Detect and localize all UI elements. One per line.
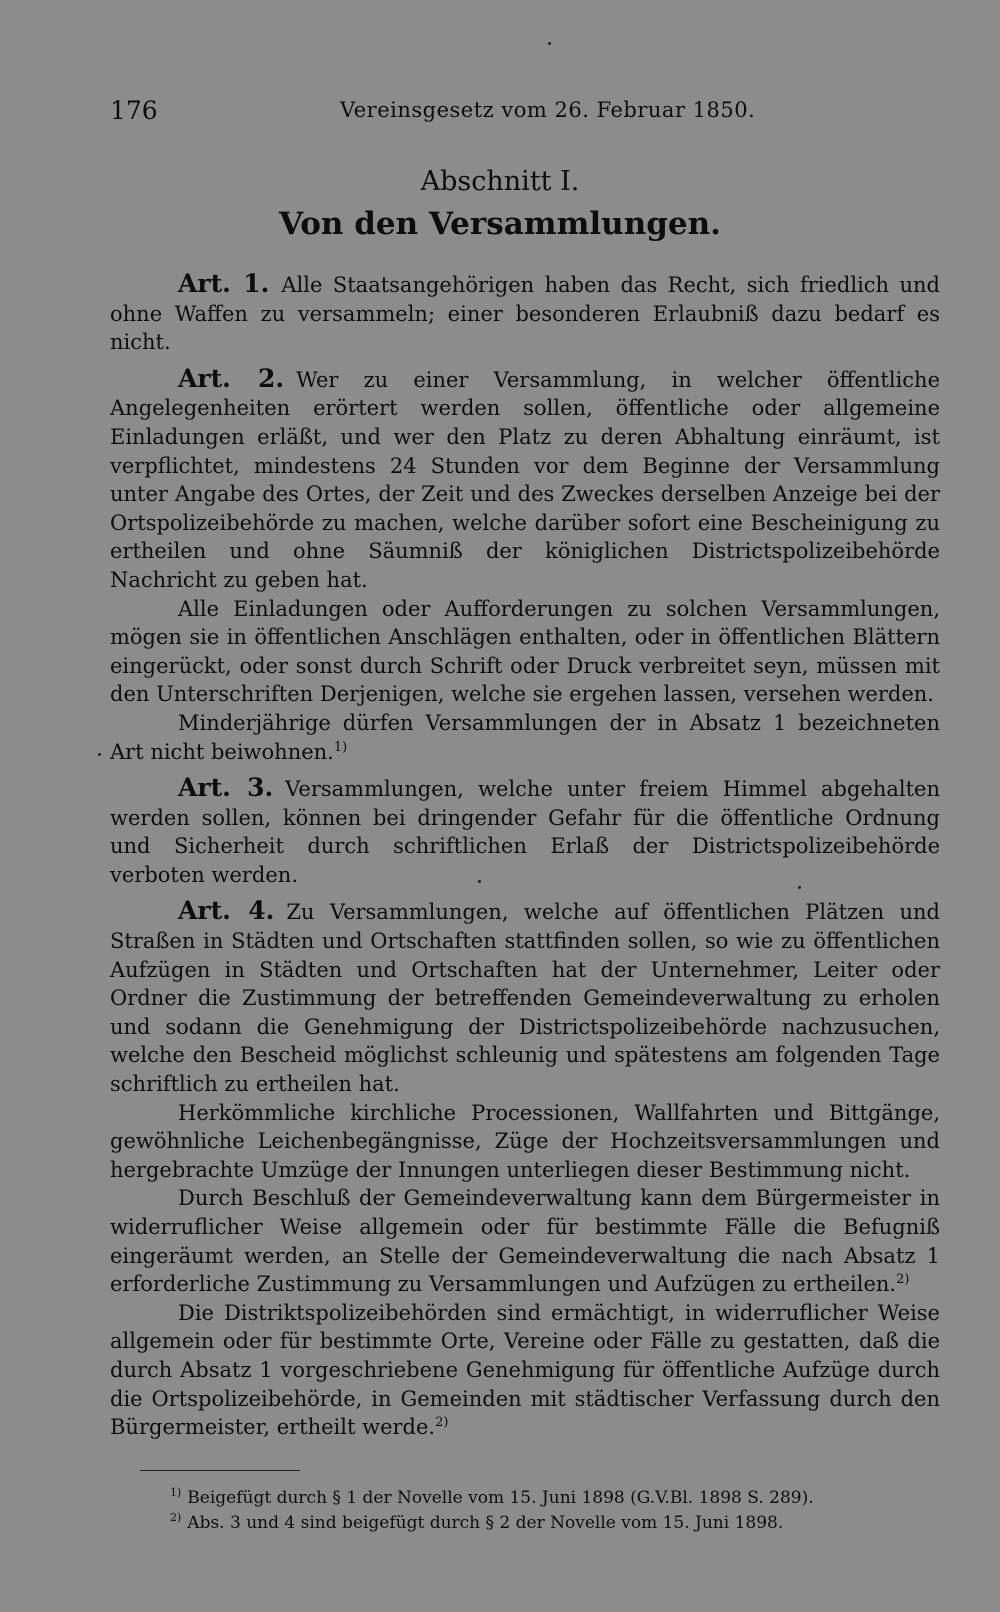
footnote [170,1511,950,1536]
article-paragraph: Alle Einladungen oder Aufforderungen zu solchen Versammlungen, mögen sie in öffentlichen Anschlägen enthalten, oder in öffentlichen Blättern eingerückt, oder sonst durch Schrift oder Druck verbreitet seyn, müssen mit den Unterschriften Derjenigen, welche sie ergehen lassen, versehen werden. [110,596,940,707]
footnote-text: Beigefügt durch § 1 der Novelle vom 15. Juni 1898 (G.V.Bl. 1898 S. 289). [187,1488,814,1508]
article-label: Art. 3. [178,773,274,803]
article-paragraph: Versammlungen, welche unter freiem Himmel abgehalten werden sollen, können bei dringender Gefahr für die öffentliche Ordnung und Sicherheit durch schriftlichen Erlaß der Districtspolizeibehörde verboten werden. [110,777,940,887]
article-label: Art. 1. [178,269,270,298]
article-paragraph: Wer zu einer Versammlung, in welcher öffentliche Angelegenheiten erörtert werden sollen, öffentliche oder allgemeine Einladungen erläßt, und wer den Platz zu deren Abhaltung einräumt, ist verpflichtet, mindestens 24 Stunden vor dem Beginne der Versammlung unter Angabe des Ortes, der Zeit und des Zweckes derselben Anzeige bei der Ortspolizeibehörde zu machen, welche darüber sofort eine Bescheinigung zu ertheilen und ohne Säumniß der königlichen Districtspolizeibehörde Nachricht zu geben hat. [110,367,941,592]
scan-speck [98,753,101,756]
page-body [110,262,940,1442]
footnote-mark: 1) [170,1486,182,1500]
scan-speck [798,886,801,889]
article-paragraph: Die Distriktspolizeibehörden sind ermächtigt, in widerruflicher Weise allgemein oder für bestimmte Orte, Vereine oder Fälle zu gestatten, daß die durch Absatz 1 vorgeschriebene Genehmigung für öffentliche Aufzüge durch die Ortspolizeibehörde, in Gemeinden mit städtischer Verfassung durch den Bürgermeister, ertheilt werde. [110,1300,940,1440]
running-head: Vereinsgesetz vom 26. Februar 1850. [340,98,756,122]
scan-speck [478,880,481,883]
page-number: 176 [110,96,158,125]
section-subtitle: Von den Versammlungen. [279,206,721,242]
footnote-mark: 2) [170,1511,182,1525]
footnote-text: Abs. 3 und 4 sind beigefügt durch § 2 der Novelle vom 15. Juni 1898. [187,1513,784,1533]
section-title: Abschnitt I. [420,166,580,197]
footnote-ref: 2) [435,1415,449,1431]
article-2 [110,365,940,766]
article-4 [110,897,940,1441]
article-paragraph: Durch Beschluß der Gemeindeverwaltung kann dem Bürgermeister in widerruflicher Weise allgemein oder für bestimmte Fälle die Befugniß eingeräumt werden, an Stelle der Gemeindeverwaltung die nach Absatz 1 erforderliche Zustimmung zu Versammlungen und Aufzügen zu ertheilen. [110,1186,940,1297]
scan-speck [548,42,551,45]
article-paragraph: Zu Versammlungen, welche auf öffentlichen Plätzen und Straßen in Städten und Ortschaften stattfinden sollen, so wie zu öffentlichen Aufzügen in Städten und Ortschaften hat der Unternehmer, Leiter oder Ordner die Zustimmung der betreffenden Gemeindeverwaltung zu erholen und sodann die Genehmigung der Districtspolizeibehörde nachzusuchen, welche den Bescheid möglichst schleunig und spätestens am folgenden Tage schriftlich zu ertheilen hat. [110,900,940,1097]
article-paragraph: Minderjährige dürfen Versammlungen der in Absatz 1 bezeichneten Art nicht beiwohnen. [110,710,940,764]
footnote-divider [140,1470,300,1471]
article-paragraph: Alle Staatsangehörigen haben das Recht, sich friedlich und ohne Waffen zu versammeln; einer besonderen Erlaubniß dazu bedarf es nicht. [110,273,940,355]
footnotes [170,1486,950,1536]
footnote-ref: 2) [896,1272,910,1288]
article-label: Art. 4. [178,896,275,926]
footnote [170,1486,950,1511]
article-paragraph: Herkömmliche kirchliche Processionen, Wallfahrten und Bittgänge, gewöhnliche Leichenbegängnisse, Züge der Hochzeitsversammlungen und hergebrachte Umzüge der Innungen unterliegen dieser Bestimmung nicht. [110,1100,940,1182]
page-header [110,96,940,136]
article-label: Art. 2. [178,363,285,393]
article-1 [110,270,940,357]
footnote-ref: 1) [333,739,348,755]
article-3 [110,774,940,889]
